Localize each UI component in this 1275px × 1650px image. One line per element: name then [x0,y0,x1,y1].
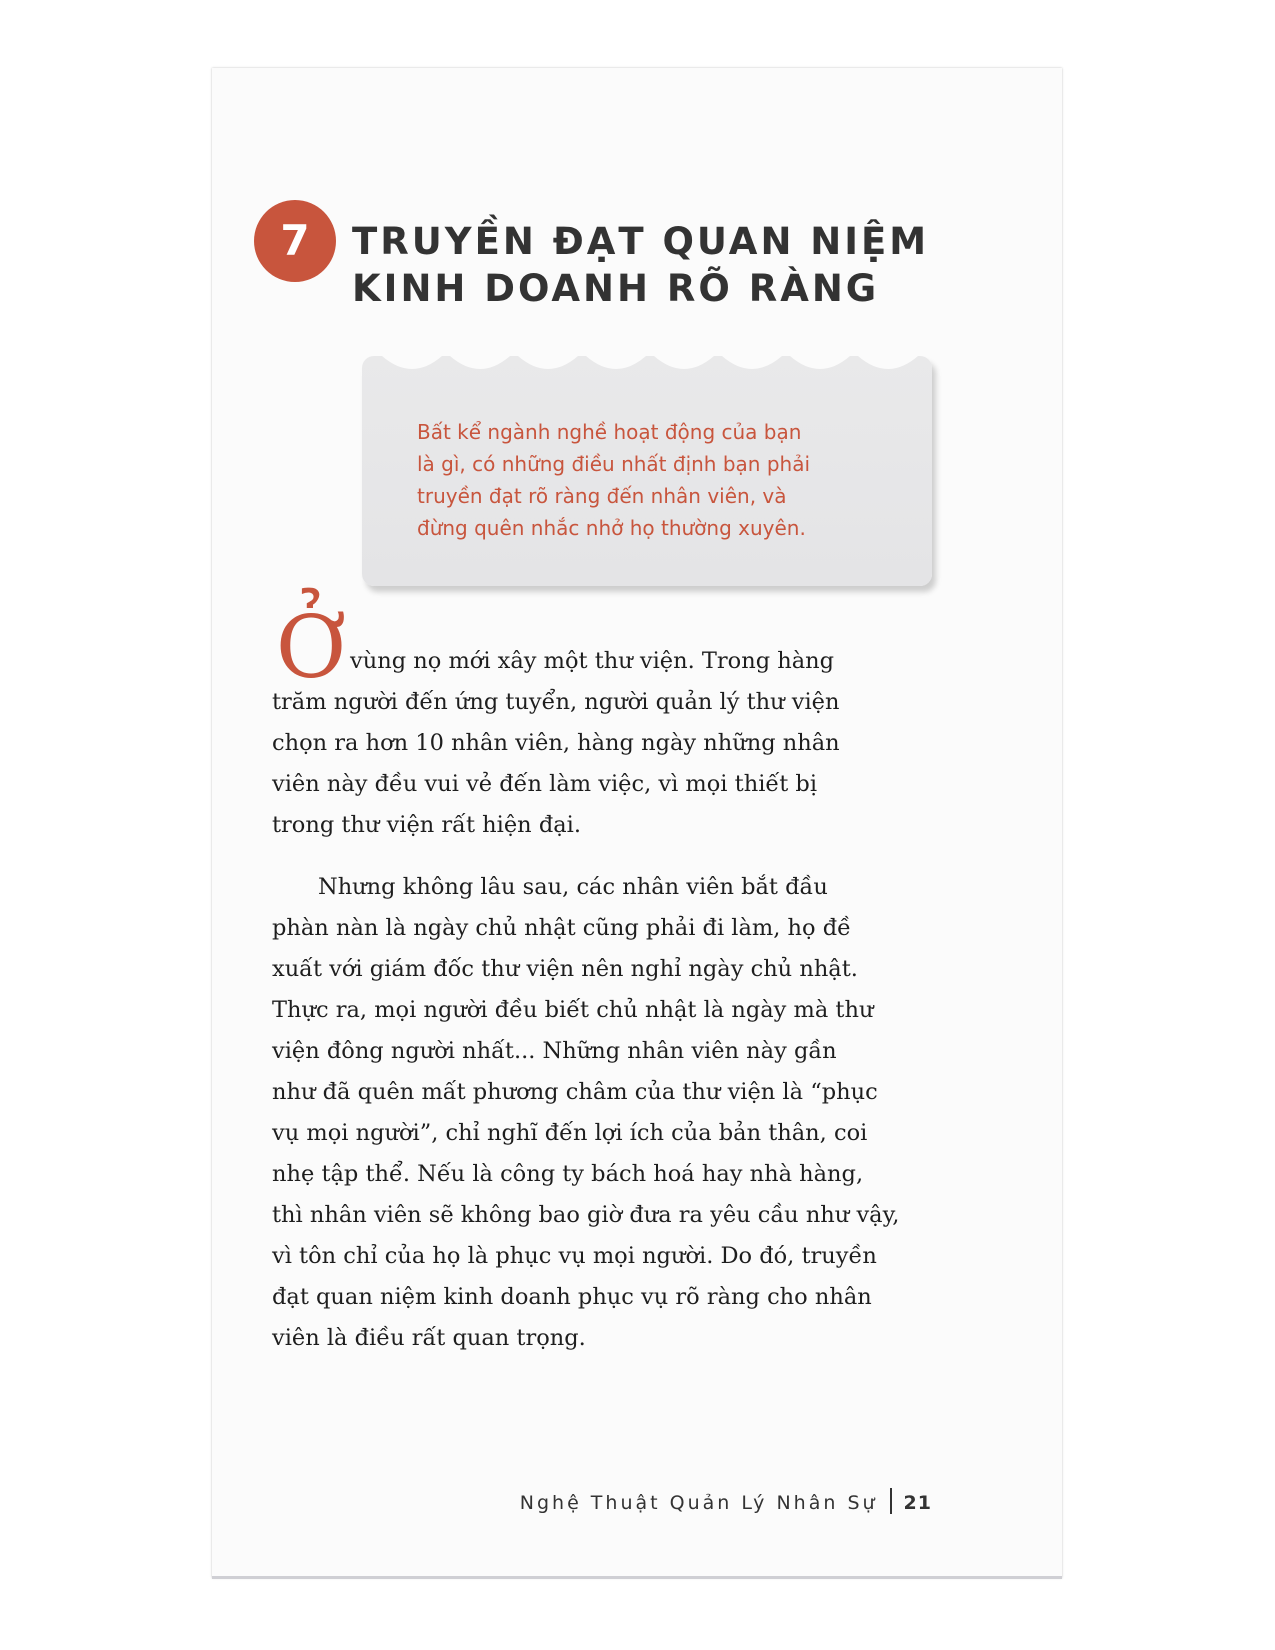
book-page [212,68,1062,1578]
body-line: như đã quên mất phương châm của thư viện là “phục [272,1079,878,1105]
running-title: Nghệ Thuật Quản Lý Nhân Sự [519,1492,878,1514]
chapter-number-badge: 7 [254,200,336,282]
callout-line: truyền đạt rõ ràng đến nhân viên, và [417,484,787,508]
callout-line: là gì, có những điều nhất định bạn phải [417,452,811,476]
body-line: nhẹ tập thể. Nếu là công ty bách hoá hay nhà hàng, [272,1161,864,1187]
body-line: vì tôn chỉ của họ là phục vụ mọi người. Do đó, truyền [272,1243,877,1269]
body-line: vụ mọi người”, chỉ nghĩ đến lợi ích của bản thân, coi [272,1120,868,1146]
page-edge-shadow [212,1576,1062,1579]
body-line: Nhưng không lâu sau, các nhân viên bắt đầu [318,874,828,900]
body-line: trăm người đến ứng tuyển, người quản lý thư viện [272,689,840,715]
body-line: trong thư viện rất hiện đại. [272,812,581,838]
footer-divider [890,1488,892,1514]
callout-line: đừng quên nhắc nhở họ thường xuyên. [417,516,806,540]
chapter-title-line-1: TRUYỀN ĐẠT QUAN NIỆM [352,220,930,263]
callout-notch-edge [362,356,932,378]
callout-box [362,356,932,586]
chapter-title [352,218,1052,312]
body-line: vùng nọ mới xây một thư viện. Trong hàng [350,648,835,674]
body-line: viên là điều rất quan trọng. [272,1325,586,1351]
body-line: xuất với giám đốc thư viện nên nghỉ ngày chủ nhật. [272,956,858,982]
body-line: đạt quan niệm kinh doanh phục vụ rõ ràng cho nhân [272,1284,872,1310]
callout-line: Bất kể ngành nghề hoạt động của bạn [417,420,802,444]
drop-cap: Ở [276,598,347,698]
chapter-title-line-2: KINH DOANH RÕ RÀNG [352,267,880,310]
body-line: chọn ra hơn 10 nhân viên, hàng ngày những nhân [272,730,840,756]
body-line: viên này đều vui vẻ đến làm việc, vì mọi thiết bị [272,771,818,797]
page-footer [462,1488,932,1514]
body-line: viện đông người nhất... Những nhân viên này gần [272,1038,837,1064]
callout-text [417,416,897,544]
body-line: Thực ra, mọi người đều biết chủ nhật là ngày mà thư [272,997,874,1023]
body-line: thì nhân viên sẽ không bao giờ đưa ra yêu cầu như vậy, [272,1202,900,1228]
body-line: phàn nàn là ngày chủ nhật cũng phải đi làm, họ đề [272,915,851,941]
page-number: 21 [903,1492,932,1514]
